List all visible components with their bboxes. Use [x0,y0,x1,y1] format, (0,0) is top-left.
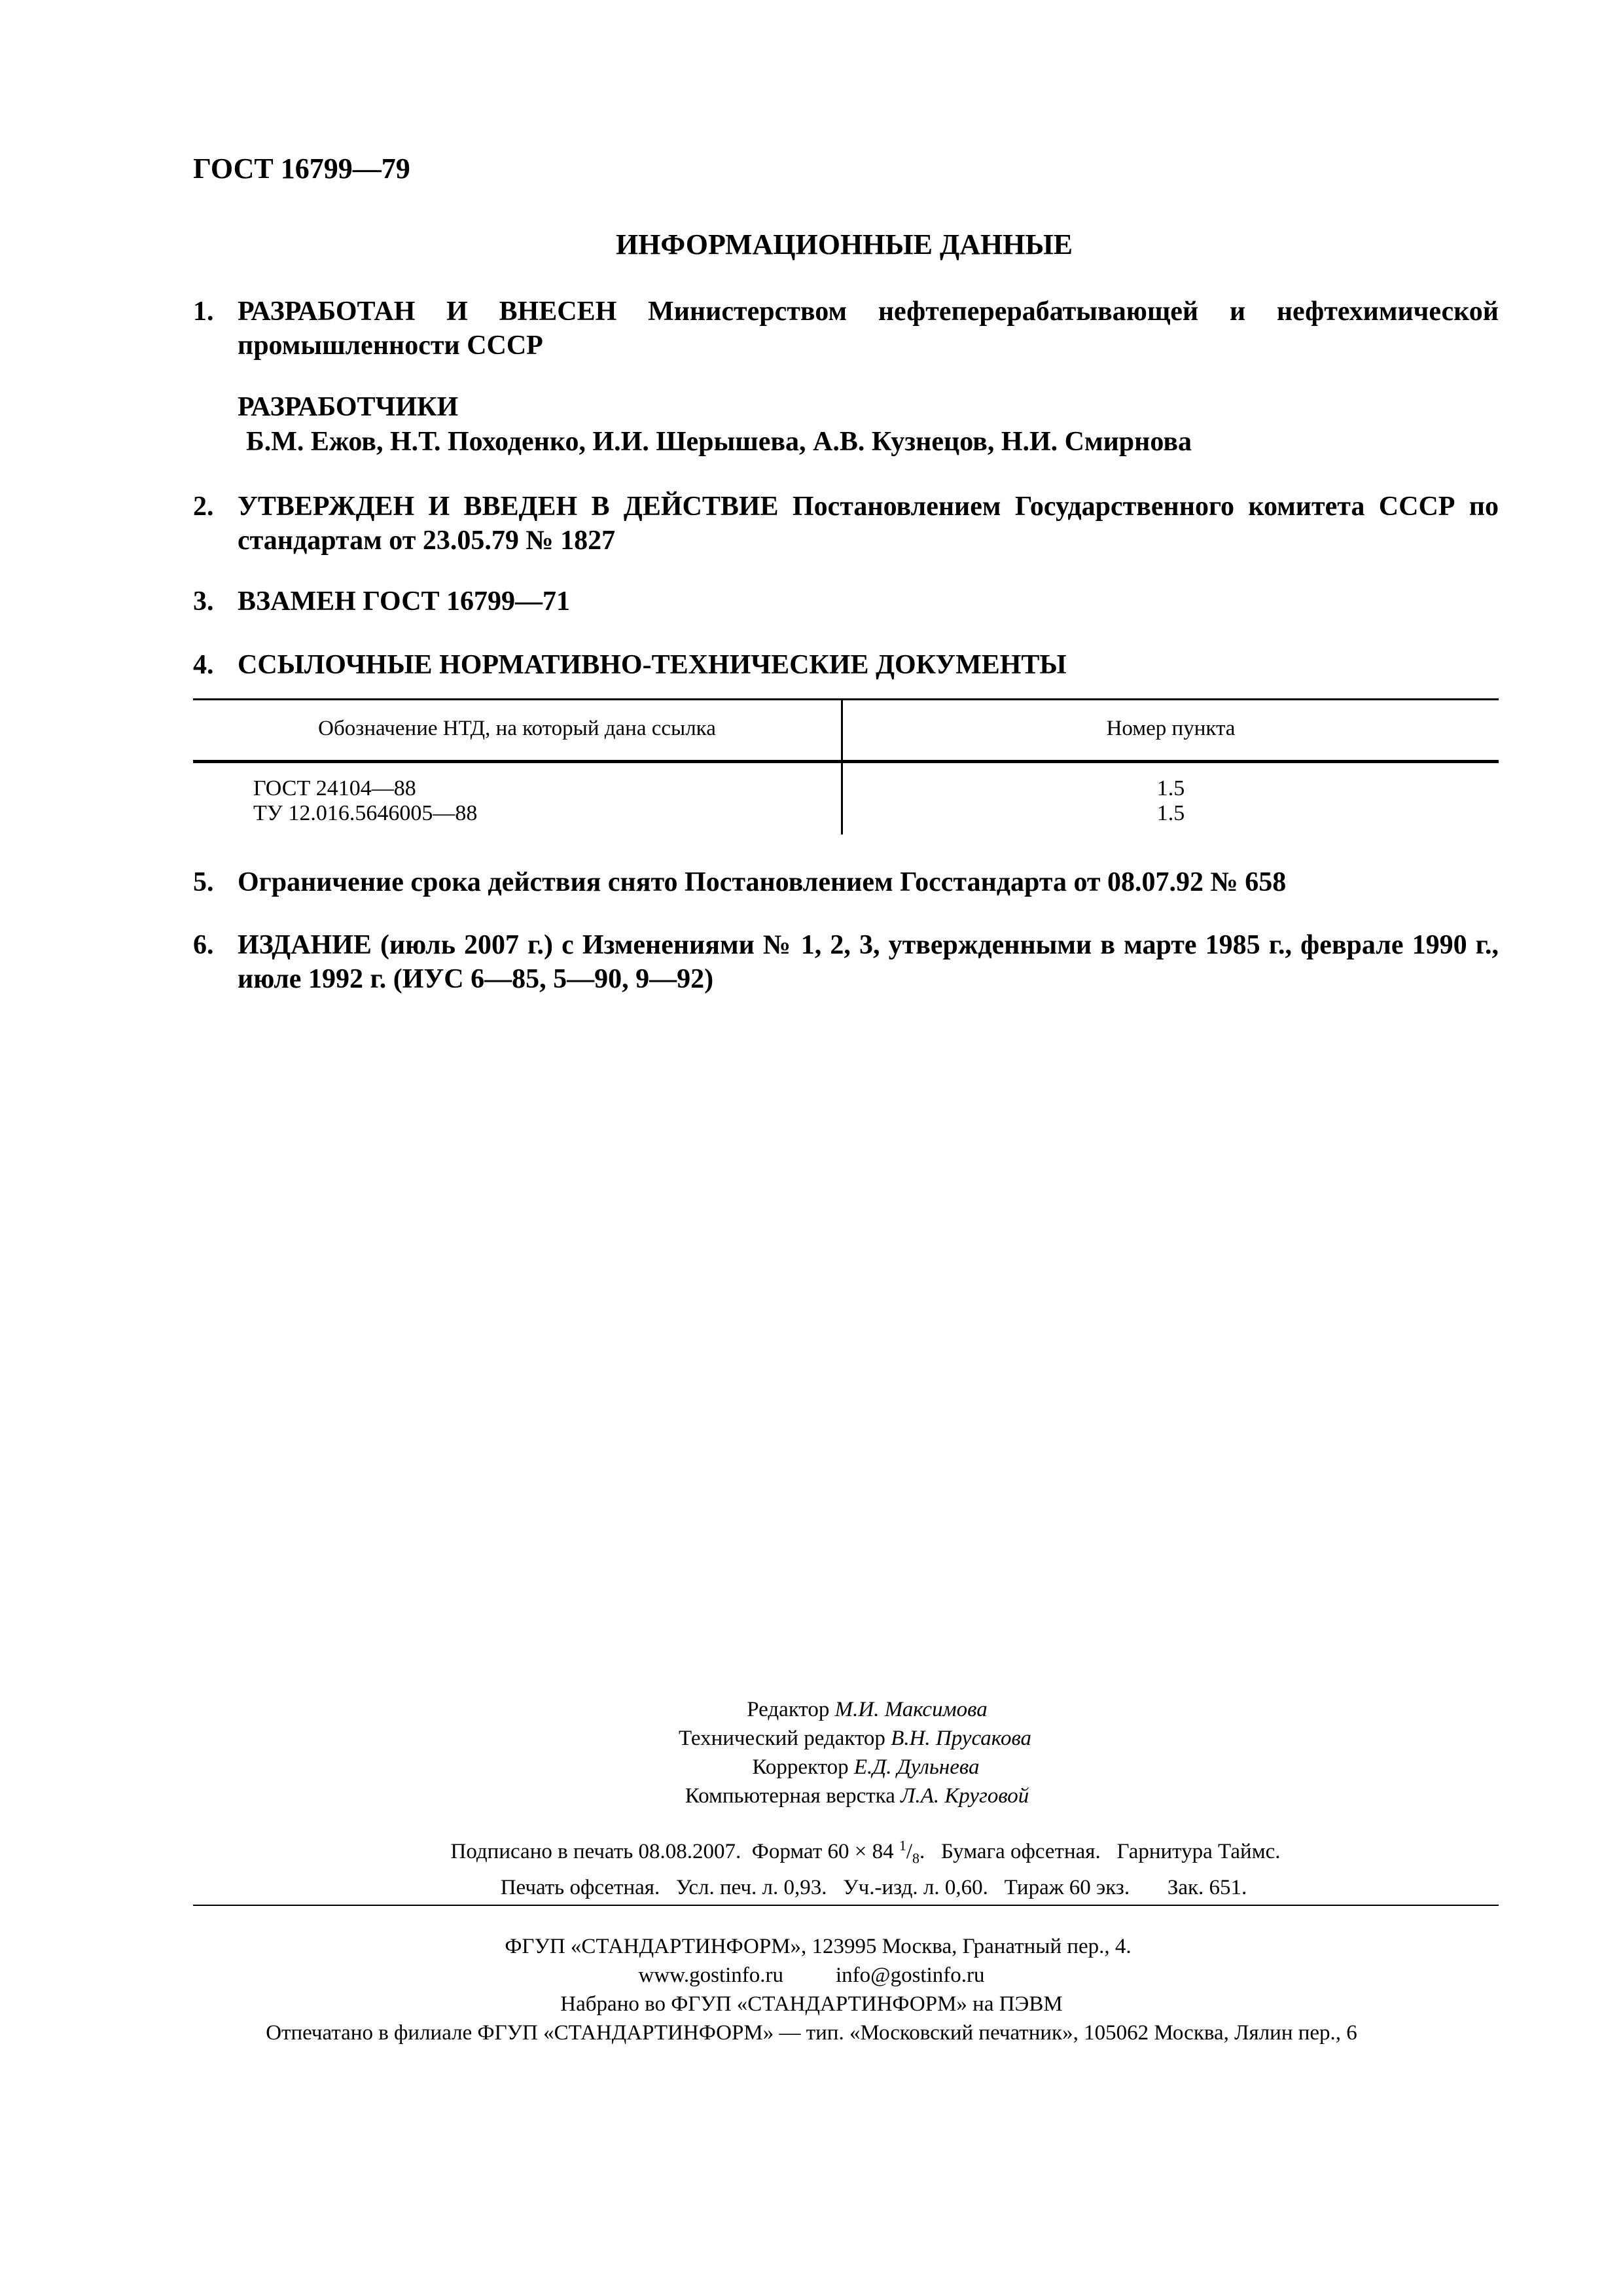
credit-name: М.И. Максимова [834,1698,988,1721]
publisher-printed: Отпечатано в филиале ФГУП «СТАНДАРТИНФОРМ» — тип. «Московский печатник», 105062 Москва, Лялин пер., 6 [266,2021,1357,2045]
table-top-rule [193,698,1499,700]
credit-label: Корректор [752,1755,849,1779]
item-text: ССЫЛОЧНЫЕ НОРМАТИВНО-ТЕХНИЧЕСКИЕ ДОКУМЕНТЫ [238,650,1067,680]
print-uch: Уч.-изд. л. 0,60. [843,1875,988,1899]
print-format: Формат 60 × 84 [751,1840,894,1863]
section-title: ИНФОРМАЦИОННЫЕ ДАННЫЕ [615,228,1073,260]
table-header-document: Обозначение НТД, на который дана ссылка [318,717,716,740]
item-lead: УТВЕРЖДЕН И ВВЕДЕН В ДЕЙСТВИЕ [238,492,779,522]
print-info [0,1831,1623,1902]
credit-name: В.Н. Прусакова [891,1727,1032,1750]
credit-label: Редактор [747,1698,830,1721]
print-order: Зак. 651. [1167,1875,1247,1899]
reference-table [193,698,1499,834]
table-cell-point: 1.5 [1156,776,1185,800]
credit-label: Технический редактор [678,1727,885,1750]
info-item-2 [193,490,1499,558]
table-header-rule [193,760,1499,763]
footer-divider [193,1905,1499,1906]
item-number: 6. [193,930,214,960]
info-item-1 [193,295,1499,363]
credit-editor [0,1695,1623,1724]
print-type: Печать офсетная. [500,1875,660,1899]
publisher-address: ФГУП «СТАНДАРТИНФОРМ», 123995 Москва, Гранатный пер., 4. [505,1935,1132,1958]
credit-name: Е.Д. Дульнева [853,1755,980,1779]
editorial-credits [0,1695,1623,1810]
print-usl: Усл. печ. л. 0,93. [675,1875,827,1899]
developers-names: Б.М. Ежов, Н.Т. Походенко, И.И. Шерышева, А.В. Кузнецов, Н.И. Смирнова [246,427,1192,457]
print-typeface: Гарнитура Таймс. [1116,1840,1281,1863]
item-number: 5. [193,867,214,897]
credit-tech-editor [0,1724,1623,1753]
info-item-3 [193,584,1499,619]
print-tirazh: Тираж 60 экз. [1004,1875,1130,1899]
publisher-website-link[interactable]: www.gostinfo.ru [638,1964,784,1987]
credit-layout [0,1782,1623,1810]
print-signed: Подписано в печать 08.08.2007. [450,1840,741,1863]
publisher-typeset: Набрано во ФГУП «СТАНДАРТИНФОРМ» на ПЭВМ [560,1992,1063,2016]
publisher-contacts [0,1961,1623,1990]
table-cell-document: ТУ 12.016.5646005—88 [253,801,478,825]
item-number: 3. [193,586,214,617]
publisher-email-link[interactable]: info@gostinfo.ru [836,1964,985,1987]
credit-label: Компьютерная верстка [685,1784,895,1808]
item-text: Ограничение срока действия снято Постановлением Госстандарта от 08.07.92 № 658 [238,867,1287,897]
item-number: 2. [193,492,214,522]
print-info-line-2 [0,1873,1623,1902]
item-number: 1. [193,296,214,327]
info-item-4 [193,648,1499,682]
publisher-info [0,1932,1623,2047]
item-lead: РАЗРАБОТАН И ВНЕСЕН [238,296,617,327]
item-text: Министерством нефтеперерабатывающей и нефтехимической промышленности СССР [238,296,1499,361]
developers-heading: РАЗРАБОТЧИКИ [238,392,459,422]
document-code: ГОСТ 16799—79 [193,152,410,185]
credit-name: Л.А. Круговой [901,1784,1029,1808]
credit-corrector [0,1753,1623,1782]
item-number: 4. [193,650,214,680]
table-header-point: Номер пункта [1106,717,1236,740]
table-cell-document: ГОСТ 24104—88 [253,776,416,800]
table-cell-point: 1.5 [1156,801,1185,825]
item-text: ИЗДАНИЕ (июль 2007 г.) с Изменениями № 1, 2, 3, утвержденными в марте 1985 г., феврале 1990 г., июле 1992 г. (ИУС 6—85, 5—90, 9—92) [238,930,1499,994]
item-text: ВЗАМЕН ГОСТ 16799—71 [238,586,571,617]
item-text: Постановлением Государственного комитета СССР по стандартам от 23.05.79 № 1827 [238,492,1499,556]
info-item-6 [193,928,1499,996]
print-info-line-1: Подписано в печать 08.08.2007. Формат 60 × 84 $^1/_8$. Бумага офсетная. Гарнитура Таймс. [450,1837,1281,1867]
print-paper: Бумага офсетная. [941,1840,1101,1863]
info-item-5 [193,865,1499,899]
print-format-fraction: $^1/_8$ [899,1837,920,1867]
item-body [238,295,1499,363]
item-body [238,490,1499,558]
